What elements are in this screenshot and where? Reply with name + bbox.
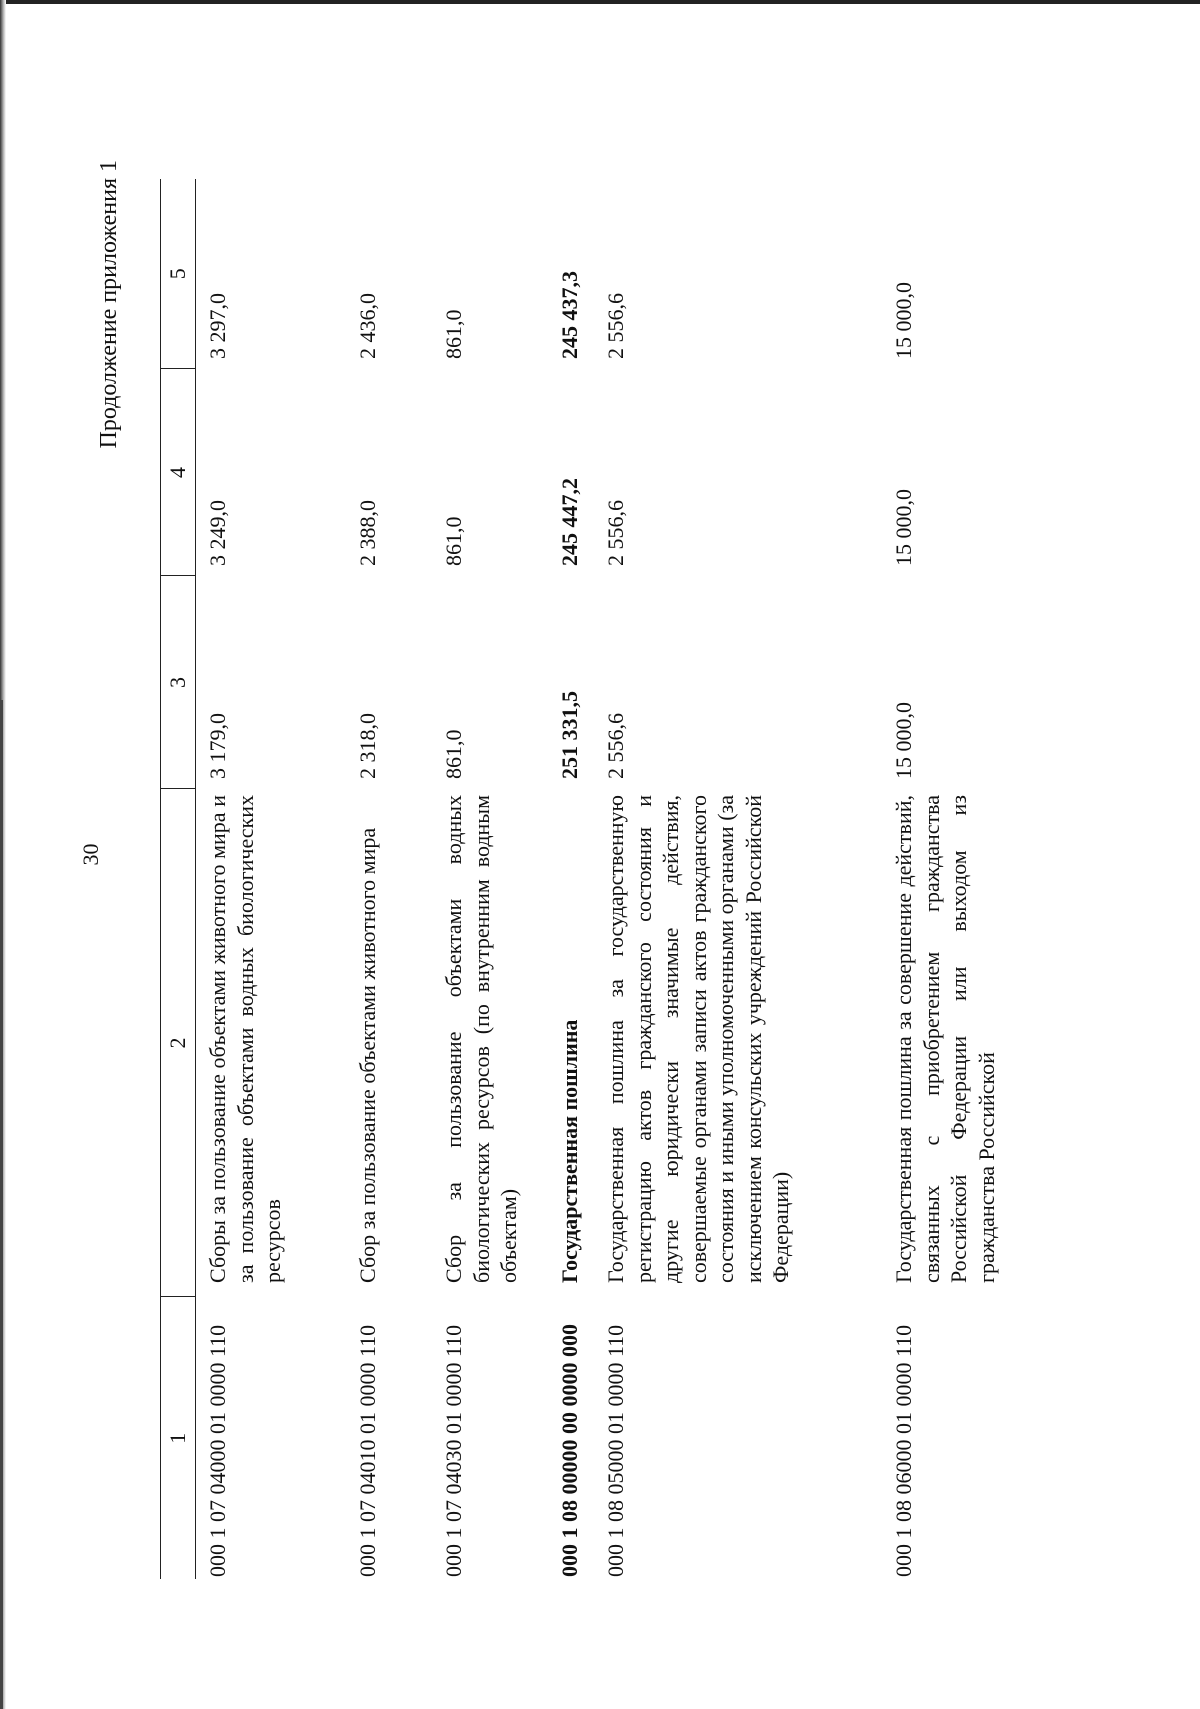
- revenue-name: Сборы за пользование объектами животного мира и за пользование объектами водных биологических ресурсов: [205, 795, 285, 1283]
- header-col-4: 4: [161, 369, 196, 576]
- value-col-5: 2 556,6: [603, 293, 628, 359]
- header-col-2: 2: [161, 789, 196, 1297]
- value-col-4: 3 249,0: [205, 500, 230, 566]
- value-col-5: 15 000,0: [891, 282, 916, 359]
- budget-code: 000 1 07 04010 01 0000 110: [355, 1324, 380, 1577]
- page-number: 30: [78, 843, 103, 866]
- revenue-name: Государственная пошлина: [557, 1019, 582, 1283]
- header-row: [161, 179, 196, 1579]
- header-col-1: 1: [161, 1297, 196, 1579]
- revenue-name: Государственная пошлина за совершение действий, связанных с приобретением гражданства Российской Федерации или выходом из гражданства Российской: [891, 795, 999, 1283]
- table-row: [594, 179, 882, 1579]
- table-row: [346, 179, 432, 1579]
- value-col-5: 245 437,3: [557, 271, 582, 359]
- value-col-3: 2 318,0: [355, 713, 380, 779]
- value-col-3: 861,0: [441, 729, 466, 779]
- value-col-3: 3 179,0: [205, 713, 230, 779]
- budget-code: 000 1 07 04000 01 0000 110: [205, 1324, 230, 1577]
- value-col-3: 251 331,5: [557, 691, 582, 779]
- budget-code: 000 1 08 05000 01 0000 110: [603, 1324, 628, 1577]
- value-col-4: 2 388,0: [355, 500, 380, 566]
- header-col-5: 5: [161, 179, 196, 369]
- value-col-4: 861,0: [441, 516, 466, 566]
- table-row: [196, 179, 347, 1579]
- table-row-total: [548, 179, 594, 1579]
- value-col-4: 245 447,2: [557, 478, 582, 566]
- table-row: [882, 179, 1040, 1579]
- revenue-name: Сбор за пользование объектами животного мира: [355, 827, 380, 1283]
- value-col-3: 2 556,6: [603, 713, 628, 779]
- header-col-3: 3: [161, 576, 196, 789]
- value-col-5: 2 436,0: [355, 293, 380, 359]
- budget-code: 000 1 08 00000 00 0000 000: [557, 1324, 582, 1577]
- budget-code: 000 1 07 04030 01 0000 110: [441, 1324, 466, 1577]
- continuation-label: Продолжение приложения 1: [96, 160, 122, 449]
- value-col-5: 861,0: [441, 309, 466, 359]
- value-col-3: 15 000,0: [891, 702, 916, 779]
- revenue-name: Сбор за пользование объектами водных биологических ресурсов (по внутренним водным объектам): [441, 795, 521, 1283]
- value-col-4: 2 556,6: [603, 500, 628, 566]
- value-col-5: 3 297,0: [205, 293, 230, 359]
- value-col-4: 15 000,0: [891, 489, 916, 566]
- revenue-name: Государственная пошлина за государственную регистрацию актов гражданского состояния и другие юридически значимые действия, совершаемые органами записи актов гражданского состояния и иными уполномоченными органами (за исключением консульских учреждений Российской Федерации): [603, 795, 793, 1283]
- table-row: [432, 179, 548, 1579]
- revenue-table: [160, 179, 1040, 1579]
- budget-code: 000 1 08 06000 01 0000 110: [891, 1324, 916, 1577]
